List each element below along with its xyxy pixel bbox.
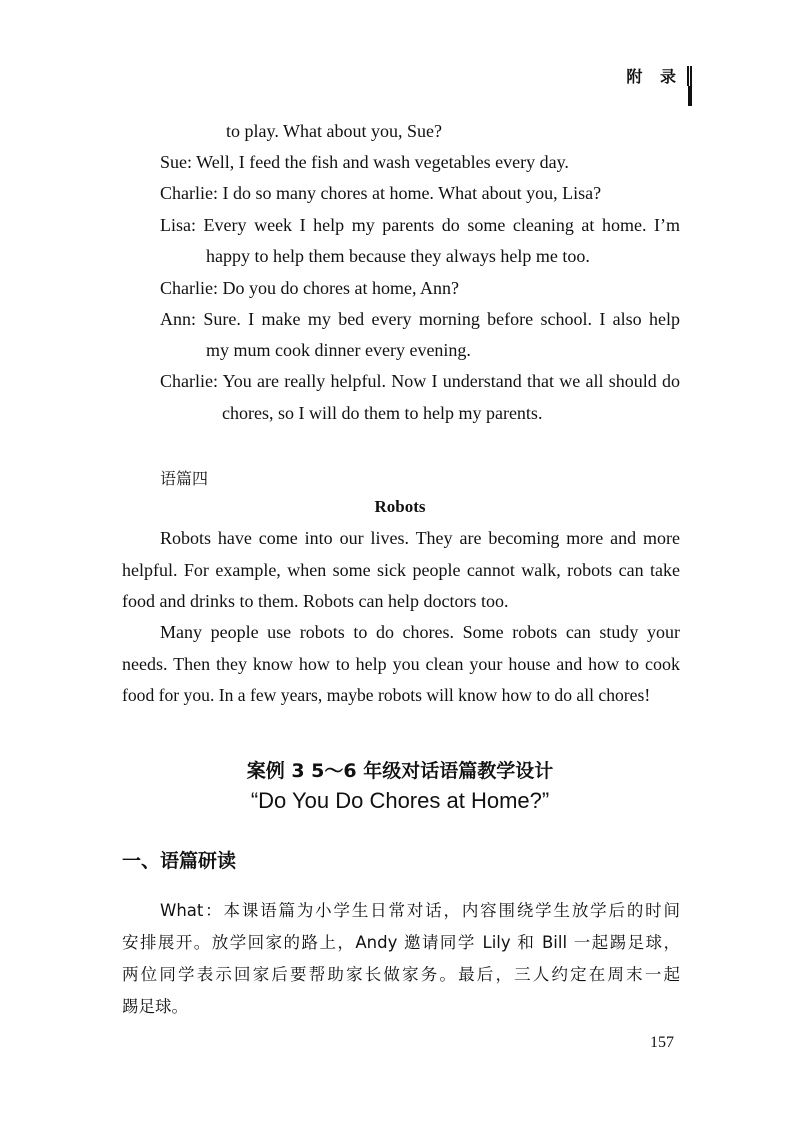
passage-line: needs. Then they know how to help you clean your house and how to cook	[122, 654, 680, 674]
page-number: 157	[650, 1034, 674, 1051]
passage-line: Robots have come into our lives. They are becoming more and more	[160, 528, 680, 548]
dialogue-line: Ann: Sure. I make my bed every morning before school. I also help	[160, 309, 680, 329]
dialogue-line: my mum cook dinner every evening.	[206, 340, 471, 360]
section-label: 语篇四	[160, 469, 209, 488]
body-line: 两位同学表示回家后要帮助家长做家务。最后，三人约定在周末一起	[122, 965, 680, 984]
section-heading: 一、语篇研读	[122, 850, 237, 872]
body-line: What：本课语篇为小学生日常对话，内容围绕学生放学后的时间	[160, 901, 680, 920]
dialogue-line: Sue: Well, I feed the fish and wash vegetables every day.	[160, 152, 569, 172]
body-line: 安排展开。放学回家的路上，Andy 邀请同学 Lily 和 Bill 一起踢足球，	[122, 933, 680, 952]
dialogue-line: Charlie: You are really helpful. Now I understand that we all should do	[160, 371, 680, 391]
case-title: 案例 3 5～6 年级对话语篇教学设计	[246, 760, 554, 782]
passage-line: helpful. For example, when some sick people cannot walk, robots can take	[122, 560, 680, 580]
passage-line: Many people use robots to do chores. Some robots can study your	[160, 622, 680, 642]
case-subtitle: “Do You Do Chores at Home?”	[250, 788, 550, 813]
passage-line: food and drinks to them. Robots can help doctors too.	[122, 591, 509, 611]
dialogue-line: Charlie: Do you do chores at home, Ann?	[160, 278, 459, 298]
dialogue-line: Lisa: Every week I help my parents do some cleaning at home. I’m	[160, 215, 680, 235]
running-header: 附 录	[626, 67, 682, 86]
body-line: 踢足球。	[122, 997, 188, 1016]
header-bar-icon	[687, 66, 696, 86]
dialogue-line: happy to help them because they always help me too.	[206, 246, 590, 266]
dialogue-line: chores, so I will do them to help my parents.	[222, 403, 543, 423]
dialogue-line: Charlie: I do so many chores at home. What about you, Lisa?	[160, 183, 602, 203]
passage-title: Robots	[374, 497, 426, 516]
passage-line: food for you. In a few years, maybe robots will know how to do all chores!	[122, 685, 651, 705]
dialogue-line: to play. What about you, Sue?	[226, 121, 442, 141]
